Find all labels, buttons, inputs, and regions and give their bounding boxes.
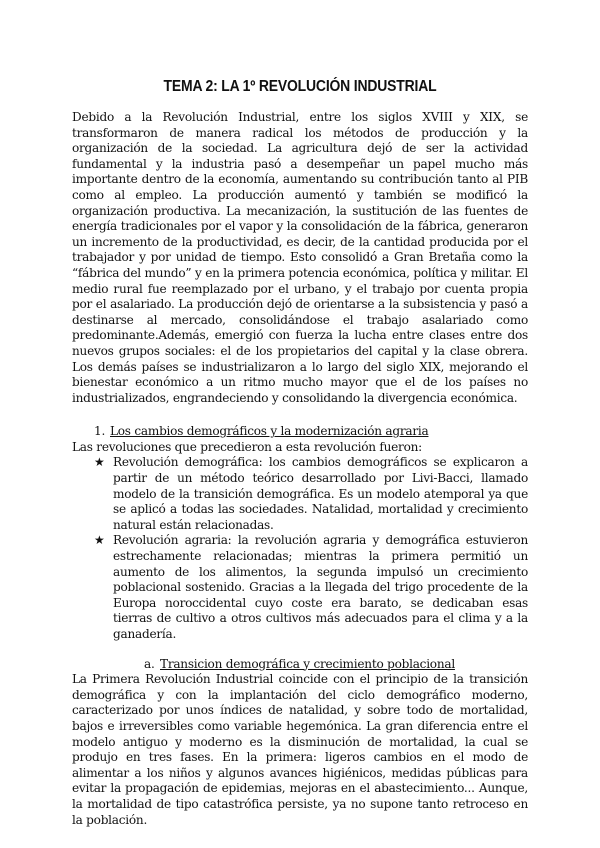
intro-paragraph: Debido a la Revolución Industrial, entre los siglos XVIII y XIX, se transformaron de manera radical los métodos de producción y la organización de la sociedad. La agricultura dejó de ser la actividad fundamental y la industria pasó a desempeñar un papel mucho más importante dentro de la economía, aumentando su contribución tanto al PIB como al empleo. La producción aumentó y también se modificó la organización productiva. La mecanización, la sustitución de las fuentes de energía tradicionales por el vapor y la consolidación de la fábrica, generaron un incremento de la productividad, es decir, de la cantidad producida por el trabajador y por unidad de tiempo. Esto consolidó a Gran Bretaña como la “fábrica del mundo” y en la primera potencia económica, política y militar. El medio rural fue reemplazado por el urbano, y el trabajo por cuenta propia por el asalariado. La producción dejó de orientarse a la subsistencia y pasó a destinarse al mercado, consolidándose el trabajo asalariado como predominante.Además, emergió con fuerza la lucha entre clases entre dos nuevos grupos sociales: el de los propietarios del capital y la clase obrera. Los demás países se industrializaron a lo largo del siglo XIX, mejorando el bienestar económico a un ritmo mucho mayor que el de los países no industrializados, engrandeciendo y consolidando la divergencia económica. <box>72 110 528 405</box>
section-2-number: a. <box>144 656 155 671</box>
page-title: TEMA 2: LA 1º REVOLUCIÓN INDUSTRIAL <box>163 78 437 95</box>
section-1-title: Los cambios demográficos y la modernización agraria <box>110 424 429 439</box>
section-1-bullet-list <box>72 455 528 642</box>
list-item <box>72 533 528 642</box>
star-bullet-icon: ★ <box>94 533 105 548</box>
list-item <box>72 455 528 533</box>
section-2-paragraph: La Primera Revolución Industrial coincide con el principio de la transición demográfica y con la implantación del ciclo demográfico moderno, caracterizado por unos índices de natalidad, y sobre todo de mortalidad, bajos e irreversibles como variable hegemónica. La gran diferencia entre el modelo antiguo y moderno es la disminución de mortalidad, la cual se produjo en tres fases. En la primera: ligeros cambios en el modo de alimentar a los niños y algunos avances higiénicos, medidas públicas para evitar la propagación de epidemias, mejoras en el abastecimiento... Aunque, la mortalidad de tipo catastrófica persiste, ya no supone tanto retroceso en la población. <box>72 672 528 827</box>
bullet-text: Revolución demográfica: los cambios demográficos se explicaron a partir de un método teórico desarrollado por Livi-Bacci, llamado modelo de la transición demográfica. Es un modelo atemporal ya que se aplicó a todas las sociedades. Natalidad, mortalidad y crecimiento natural están relacionadas. <box>113 455 528 532</box>
section-1-lead: Las revoluciones que precedieron a esta revolución fueron: <box>72 439 422 454</box>
bullet-text: Revolución agraria: la revolución agraria y demográfica estuvieron estrechamente relacionadas; mientras la primera permitió un aumento de los alimentos, la segunda impulsó un crecimiento poblacional sostenido. Gracias a la llegada del trigo procedente de la Europa noroccidental cuyo coste era barato, se dedicaban esas tierras de cultivo a otros cultivos más adecuados para el clima y a la ganadería. <box>113 533 528 641</box>
section-1-heading <box>72 424 528 440</box>
section-2-heading <box>72 657 528 673</box>
section-2-title: Transicion demográfica y crecimiento poblacional <box>160 656 455 671</box>
star-bullet-icon: ★ <box>94 455 105 470</box>
section-1-number: 1. <box>94 424 106 439</box>
